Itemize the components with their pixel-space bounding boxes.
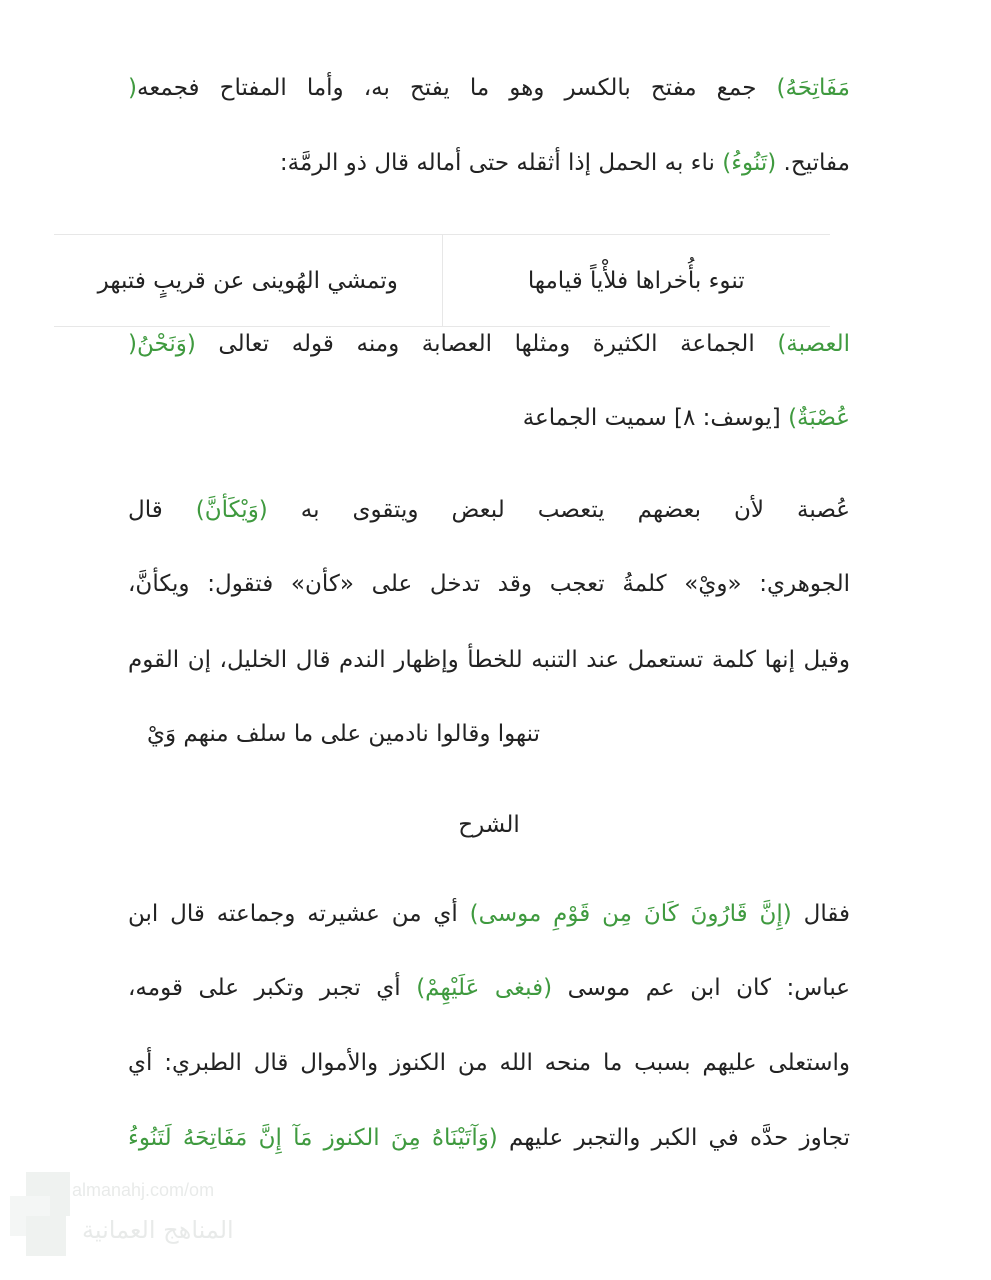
watermark-arabic-text: المناهج العمانية — [82, 1216, 234, 1244]
body-text: قال — [128, 497, 196, 523]
body-text: ناء به الحمل إذا أثقله حتى أماله قال ذو الرمَّة: — [279, 150, 723, 176]
poetry-verse-table — [54, 234, 830, 327]
paragraph-2-line-1 — [128, 327, 850, 361]
quoted-word: العصبة) — [777, 331, 850, 357]
paragraph-1-line-1 — [128, 71, 850, 105]
quoted-word: مَفَاتِحَهُ) — [776, 75, 850, 101]
paragraph-4-line-3: واستعلى عليهم بسبب ما منحه الله من الكنوز والأموال قال الطبري: أي — [128, 1050, 850, 1076]
body-text: عُصبة لأن بعضهم يتعصب لبعض ويتقوى به — [267, 497, 850, 523]
watermark-url: almanahj.com/om — [72, 1180, 215, 1200]
paragraph-3-line-2: الجوهري: «ويْ» كلمةُ تعجب وقد تدخل على «كأن» فتقول: ويكأنَّ، — [128, 571, 850, 597]
quoted-word: (تَنُوءُ) — [722, 150, 777, 176]
paragraph-4-line-4 — [128, 1121, 850, 1155]
body-text: فقال — [791, 901, 850, 927]
verse-first-hemistich: تنوء بأُخراها فلأْياً قيامها — [442, 235, 831, 326]
quoted-verse: (إِنَّ قَارُونَ كَانَ مِن قَوْمِ موسى) — [469, 901, 792, 927]
quoted-word: (وَيْكَأَنَّ) — [195, 497, 268, 523]
paragraph-1-line-2 — [128, 146, 850, 180]
paragraph-3-line-1 — [128, 493, 850, 527]
section-heading: الشرح — [458, 812, 520, 838]
paragraph-4-line-1 — [128, 897, 850, 931]
paragraph-2-line-2 — [128, 401, 850, 435]
site-logo-icon — [10, 1172, 72, 1258]
body-text: أي تجبر وتكبر على قومه، — [128, 975, 417, 1001]
quoted-word: (وَنَحْنُ( — [128, 331, 196, 357]
body-text: أي من عشيرته وجماعته قال ابن — [128, 901, 470, 927]
quoted-verse: (وَآتَيْنَاهُ مِنَ الكنوز مَآ إِنَّ مَفَاتِحَهُ لَتَنُوءُ — [128, 1125, 498, 1151]
paragraph-3-line-4: تنهوا وقالوا نادمين على ما سلف منهم وَيْ — [146, 721, 540, 747]
body-text: عباس: كان ابن عم موسى — [552, 975, 850, 1001]
watermark — [10, 1172, 250, 1272]
quoted-word: عُصْبَةٌ) — [788, 405, 850, 431]
verse-second-hemistich: وتمشي الهُوينى عن قريبٍ فتبهر — [97, 267, 398, 294]
quoted-word: ( — [128, 75, 137, 101]
quoted-verse: (فبغى عَلَيْهِمْ) — [416, 975, 553, 1001]
paragraph-3-line-3: وقيل إنها كلمة تستعمل عند التنبه للخطأ وإظهار الندم قال الخليل، إن القوم — [128, 647, 850, 673]
body-text: جمع مفتح بالكسر وهو ما يفتح به، وأما المفتاح فجمعه — [136, 75, 777, 101]
body-text: الجماعة الكثيرة ومثلها العصابة ومنه قوله تعالى — [195, 331, 778, 357]
body-text: مفاتيح. — [776, 150, 850, 176]
body-text: [يوسف: ٨] سميت الجماعة — [522, 405, 789, 431]
body-text: تجاوز حدَّه في الكبر والتجبر عليهم — [497, 1125, 850, 1151]
paragraph-4-line-2 — [128, 971, 850, 1005]
